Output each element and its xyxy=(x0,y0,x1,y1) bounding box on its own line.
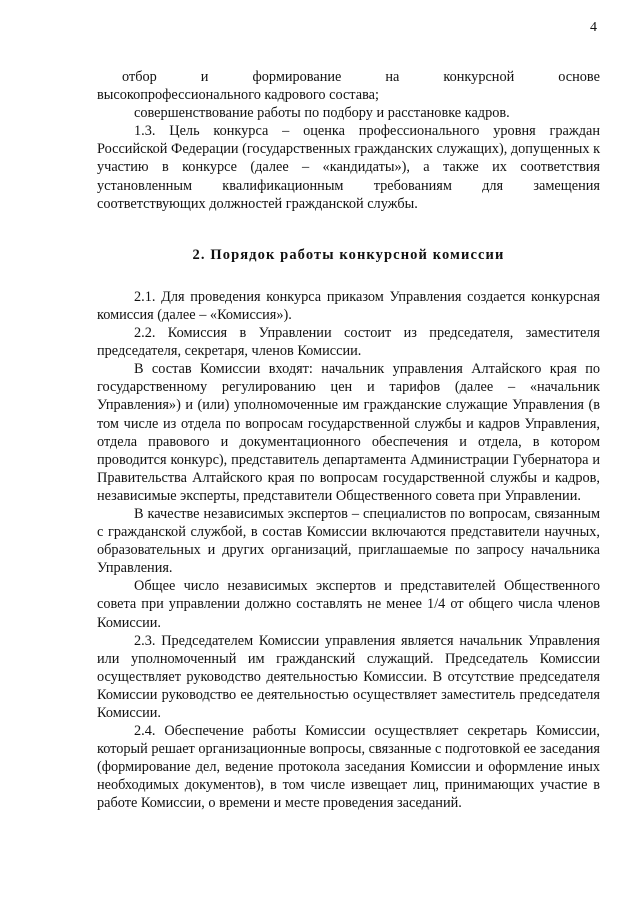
paragraph-quota: Общее число независимых экспертов и представителей Общественного совета при управлении должно составлять не менее 1/4 от общего числа членов Комиссии. xyxy=(97,578,600,631)
word: и xyxy=(200,69,209,85)
section-heading: 2. Порядок работы конкурсной комиссии xyxy=(192,246,505,263)
word: конкурсной xyxy=(443,69,515,85)
paragraph-2-3: 2.3. Председателем Комиссии управления является начальник Управления или уполномоченный им гражданский служащий. Председатель Комиссии осуществляет руководство деятельностью Комиссии. В отсутствие председателя Комиссии руководство ее деятельностью осуществляет заместитель председателя Комиссии. xyxy=(97,632,600,721)
intro-line1-continuation: высокопрофессионального кадрового состава; xyxy=(97,87,379,104)
page-number: 4 xyxy=(590,20,597,35)
intro-item2: совершенствование работы по подбору и расстановке кадров. xyxy=(134,105,510,122)
document-body xyxy=(97,68,600,813)
paragraph-1-3: 1.3. Цель конкурса – оценка профессионального уровня граждан Российской Федерации (государственных гражданских служащих), допущенных к участию в конкурсе (далее – «кандидаты»), а также их соответствия установленным квалификационным требованиям для замещения соответствующих должностей гражданской службы. xyxy=(97,123,601,212)
word: основе xyxy=(558,69,600,85)
paragraph-composition: В состав Комиссии входят: начальник управления Алтайского края по государственному регулированию цен и тарифов (далее – «начальник Управления») и (или) уполномоченные им гражданские служащие Управления (в том числе из отдела по вопросам государственной службы и кадров Управления, отдела правового и документационного обеспечения и отдела, в котором проводится конкурс), представитель департамента Администрации Губернатора и Правительства Алтайского края по вопросам государственной службы и кадров, независимые эксперты, представители Общественного совета при Управлении. xyxy=(97,361,600,504)
word: на xyxy=(385,69,400,85)
word: отбор xyxy=(122,69,157,85)
word: формирование xyxy=(252,69,342,85)
paragraph-2-1: 2.1. Для проведения конкурса приказом Управления создается конкурсная комиссия (далее – «Комиссия»). xyxy=(97,288,600,323)
paragraph-2-2: 2.2. Комиссия в Управлении состоит из председателя, заместителя председателя, секретаря, членов Комиссии. xyxy=(97,325,600,360)
paragraph-experts: В качестве независимых экспертов – специалистов по вопросам, связанным с гражданской службой, в состав Комиссии включаются представители научных, образовательных и других организаций, приглашаемые по запросу начальника Управления. xyxy=(97,505,600,577)
intro-line1 xyxy=(97,68,600,86)
paragraph-2-4: 2.4. Обеспечение работы Комиссии осуществляет секретарь Комиссии, который решает организационные вопросы, связанные с подготовкой ее заседания (формирование дел, ведение протокола заседания Комиссии и оформление иных необходимых документов), в том числе извещает лиц, принимающих участие в работе Комиссии, о времени и месте проведения заседаний. xyxy=(97,723,601,812)
